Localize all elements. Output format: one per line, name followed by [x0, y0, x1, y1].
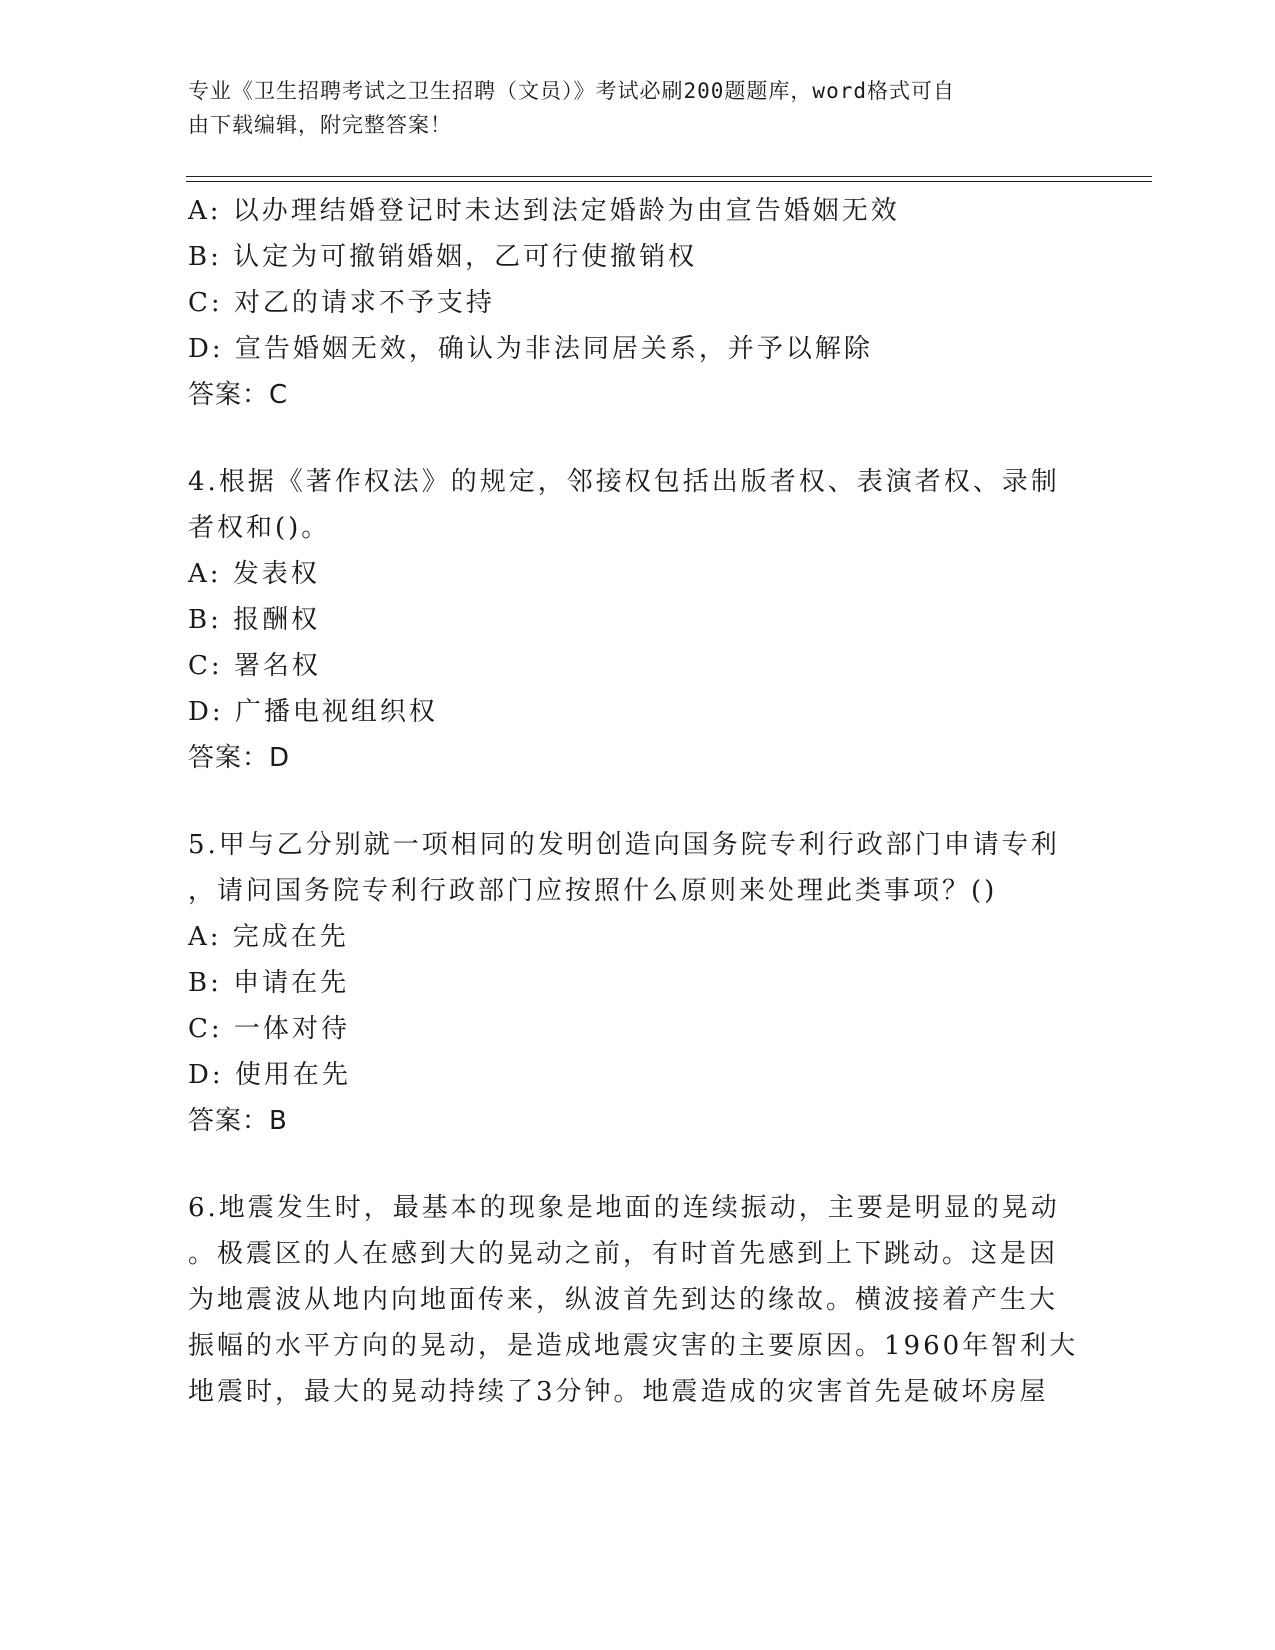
- option-b: B: 报酬权: [188, 605, 321, 635]
- question-3: [188, 188, 1068, 418]
- option-a: A: 完成在先: [188, 922, 349, 952]
- header-divider-bottom: [186, 181, 1152, 182]
- spacer: [188, 1144, 1068, 1185]
- option-a: A: 发表权: [188, 559, 320, 589]
- option-c: C: 一体对待: [188, 1014, 350, 1044]
- question-stem-line: 4.根据《著作权法》的规定，邻接权包括出版者权、表演者权、录制: [188, 467, 1060, 497]
- question-stem-line: ，请问国务院专利行政部门应按照什么原则来处理此类事项？(): [188, 876, 998, 906]
- question-stem-line: 。极震区的人在感到大的晃动之前，有时首先感到上下跳动。这是因: [188, 1239, 1059, 1269]
- answer: 答案：D: [188, 743, 291, 773]
- option-d: D: 使用在先: [188, 1060, 351, 1090]
- header-title-line-1: 专业《卫生招聘考试之卫生招聘（文员）》考试必刷200题题库，word格式可自: [188, 79, 955, 103]
- spacer: [188, 418, 1068, 459]
- option-b: B: 申请在先: [188, 968, 350, 998]
- answer: 答案：C: [188, 380, 289, 410]
- question-6: [188, 1185, 1079, 1415]
- option-b: B: 认定为可撤销婚姻，乙可行使撤销权: [188, 242, 698, 272]
- question-stem-line: 6.地震发生时，最基本的现象是地面的连续振动，主要是明显的晃动: [188, 1193, 1060, 1223]
- header-divider-top: [186, 176, 1152, 177]
- question-stem-line: 为地震波从地内向地面传来，纵波首先到达的缘故。横波接着产生大: [188, 1285, 1059, 1315]
- document-body: [188, 188, 1079, 1415]
- option-d: D: 宣告婚姻无效，确认为非法同居关系，并予以解除: [188, 334, 873, 364]
- option-d: D: 广播电视组织权: [188, 697, 438, 727]
- option-a: A: 以办理结婚登记时未达到法定婚龄为由宣告婚姻无效: [188, 196, 900, 226]
- question-stem-line: 者权和()。: [188, 513, 331, 543]
- option-c: C: 署名权: [188, 651, 321, 681]
- question-stem-line: 地震时，最大的晃动持续了3分钟。地震造成的灾害首先是破坏房屋: [188, 1377, 1049, 1407]
- document-header: [188, 74, 1068, 142]
- question-4: [188, 459, 1068, 781]
- question-stem-line: 振幅的水平方向的晃动，是造成地震灾害的主要原因。1960年智利大: [188, 1331, 1079, 1361]
- question-stem-line: 5.甲与乙分别就一项相同的发明创造向国务院专利行政部门申请专利: [188, 830, 1060, 860]
- question-5: [188, 822, 1068, 1144]
- answer: 答案：B: [188, 1106, 288, 1136]
- option-c: C: 对乙的请求不予支持: [188, 288, 495, 318]
- header-title-line-2: 由下载编辑，附完整答案！: [188, 113, 452, 137]
- spacer: [188, 781, 1068, 822]
